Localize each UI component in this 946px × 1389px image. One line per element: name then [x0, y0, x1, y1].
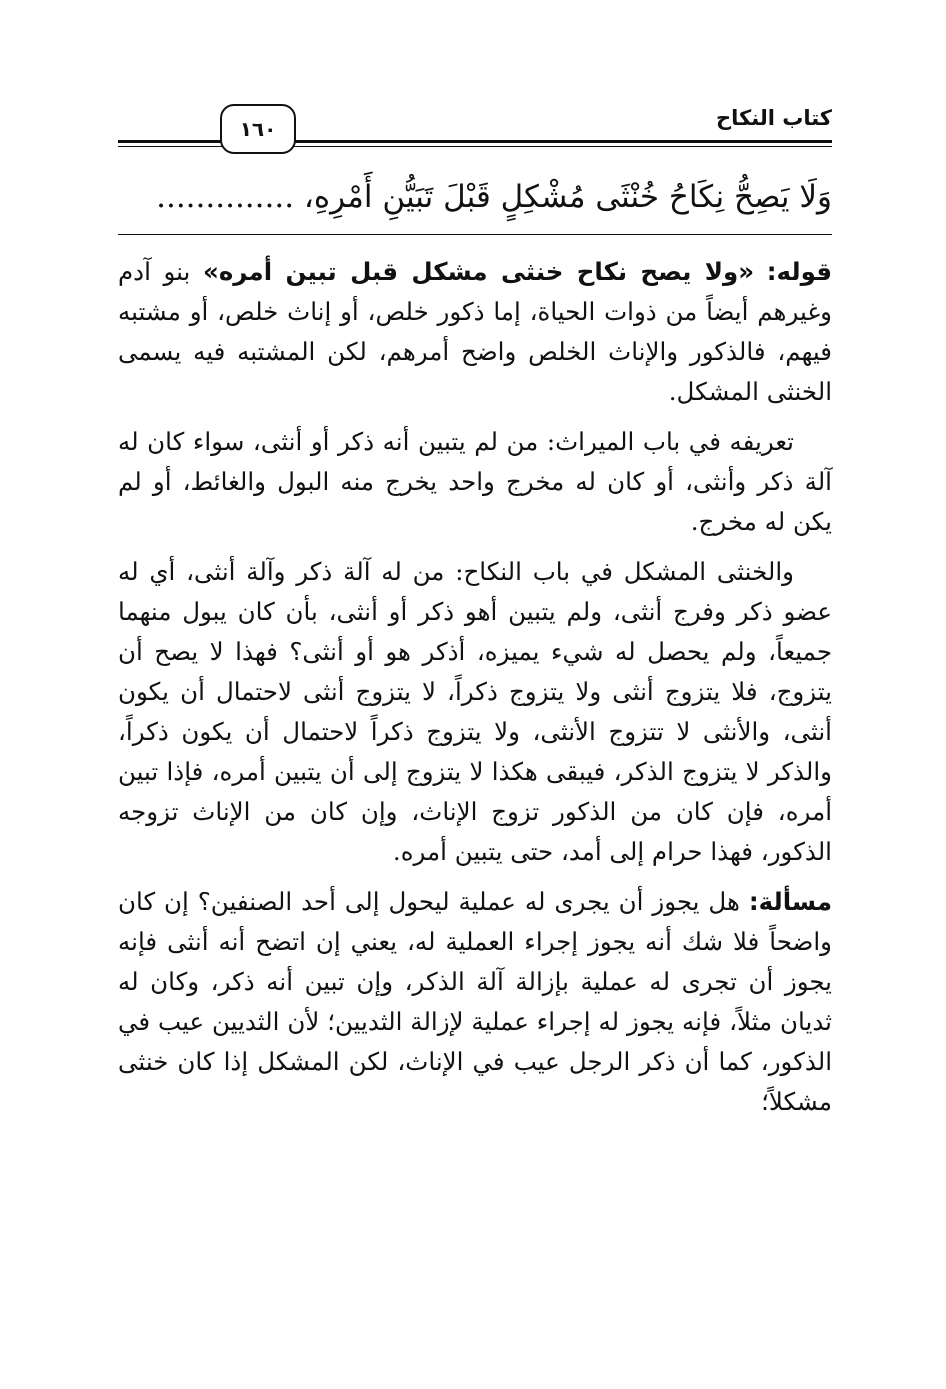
paragraph-1: [118, 252, 832, 412]
paragraph-2: [118, 422, 832, 542]
commentary-body: [118, 252, 832, 1132]
paragraph-text: بنو آدم وغيرهم أيضاً من ذوات الحياة، إما ذكور خلص، أو إناث خلص، أو مشتبه فيهم، فالذكور والإناث الخلص واضح أمرهم، لكن المشتبه فيه يسمى الخنثى المشكل.: [118, 257, 832, 406]
page-header: [118, 104, 832, 154]
paragraph-4: [118, 882, 832, 1122]
paragraph-3: [118, 552, 832, 872]
paragraph-text: هل يجوز أن يجرى له عملية ليحول إلى أحد الصنفين؟ إن كان واضحاً فلا شك أنه يجوز إجراء العملية له، يعني إن اتضح أنه أنثى فإنه يجوز أن تجرى له عملية بإزالة آلة الذكر، وإن تبين أنه ذكر، وكان له ثديان مثلاً، فإنه يجوز له إجراء عملية لإزالة الثديين؛ لأن الثديين عيب في الذكور، كما أن ذكر الرجل عيب في الإناث، لكن المشكل إذا كان خنثى مشكلاً؛: [118, 887, 832, 1116]
paragraph-text: تعريفه في باب الميراث: من لم يتبين أنه ذكر أو أنثى، سواء كان له آلة ذكر وأنثى، أو كان له مخرج واحد يخرج منه البول والغائط، أو لم يكن له مخرج.: [118, 427, 832, 536]
paragraph-lead: مسألة:: [748, 887, 832, 916]
paragraph-lead: قوله:: [766, 257, 832, 286]
matn-text: وَلَا يَصِحُّ نِكَاحُ خُنْثَى مُشْكِلٍ قَبْلَ تَبَيُّنِ أَمْرِهِ، ..............: [156, 179, 832, 215]
quoted-matn: «ولا يصح نكاح خنثى مشكل قبل تبين أمره»: [203, 257, 755, 286]
page-number: ١٦٠: [220, 104, 296, 154]
book-title: كتاب النكاح: [716, 106, 832, 130]
paragraph-text: والخنثى المشكل في باب النكاح: من له آلة ذكر وآلة أنثى، أي له عضو ذكر وفرج أنثى، ولم يتبين أهو ذكر أو أنثى، بأن كان يبول منهما جميعاً، ولم يحصل له شيء يميزه، أذكر هو أو أنثى؟ فهذا لا يصح أن يتزوج، فلا يتزوج أنثى ولا يتزوج ذكراً، لا يتزوج أنثى لاحتمال أن يكون أنثى، والأنثى لا تتزوج الأنثى، ولا يتزوج ذكراً لاحتمال أن يكون ذكراً، والذكر لا يتزوج الذكر، فيبقى هكذا لا يتزوج إلى أن يتبين أمره، فإذا تبين أمره، فإن كان من الذكور تزوج الإناث، وإن كان من الإناث تزوجه الذكور، فهذا حرام إلى أمد، حتى يتبين أمره.: [118, 557, 832, 866]
matn-divider: [118, 234, 832, 235]
